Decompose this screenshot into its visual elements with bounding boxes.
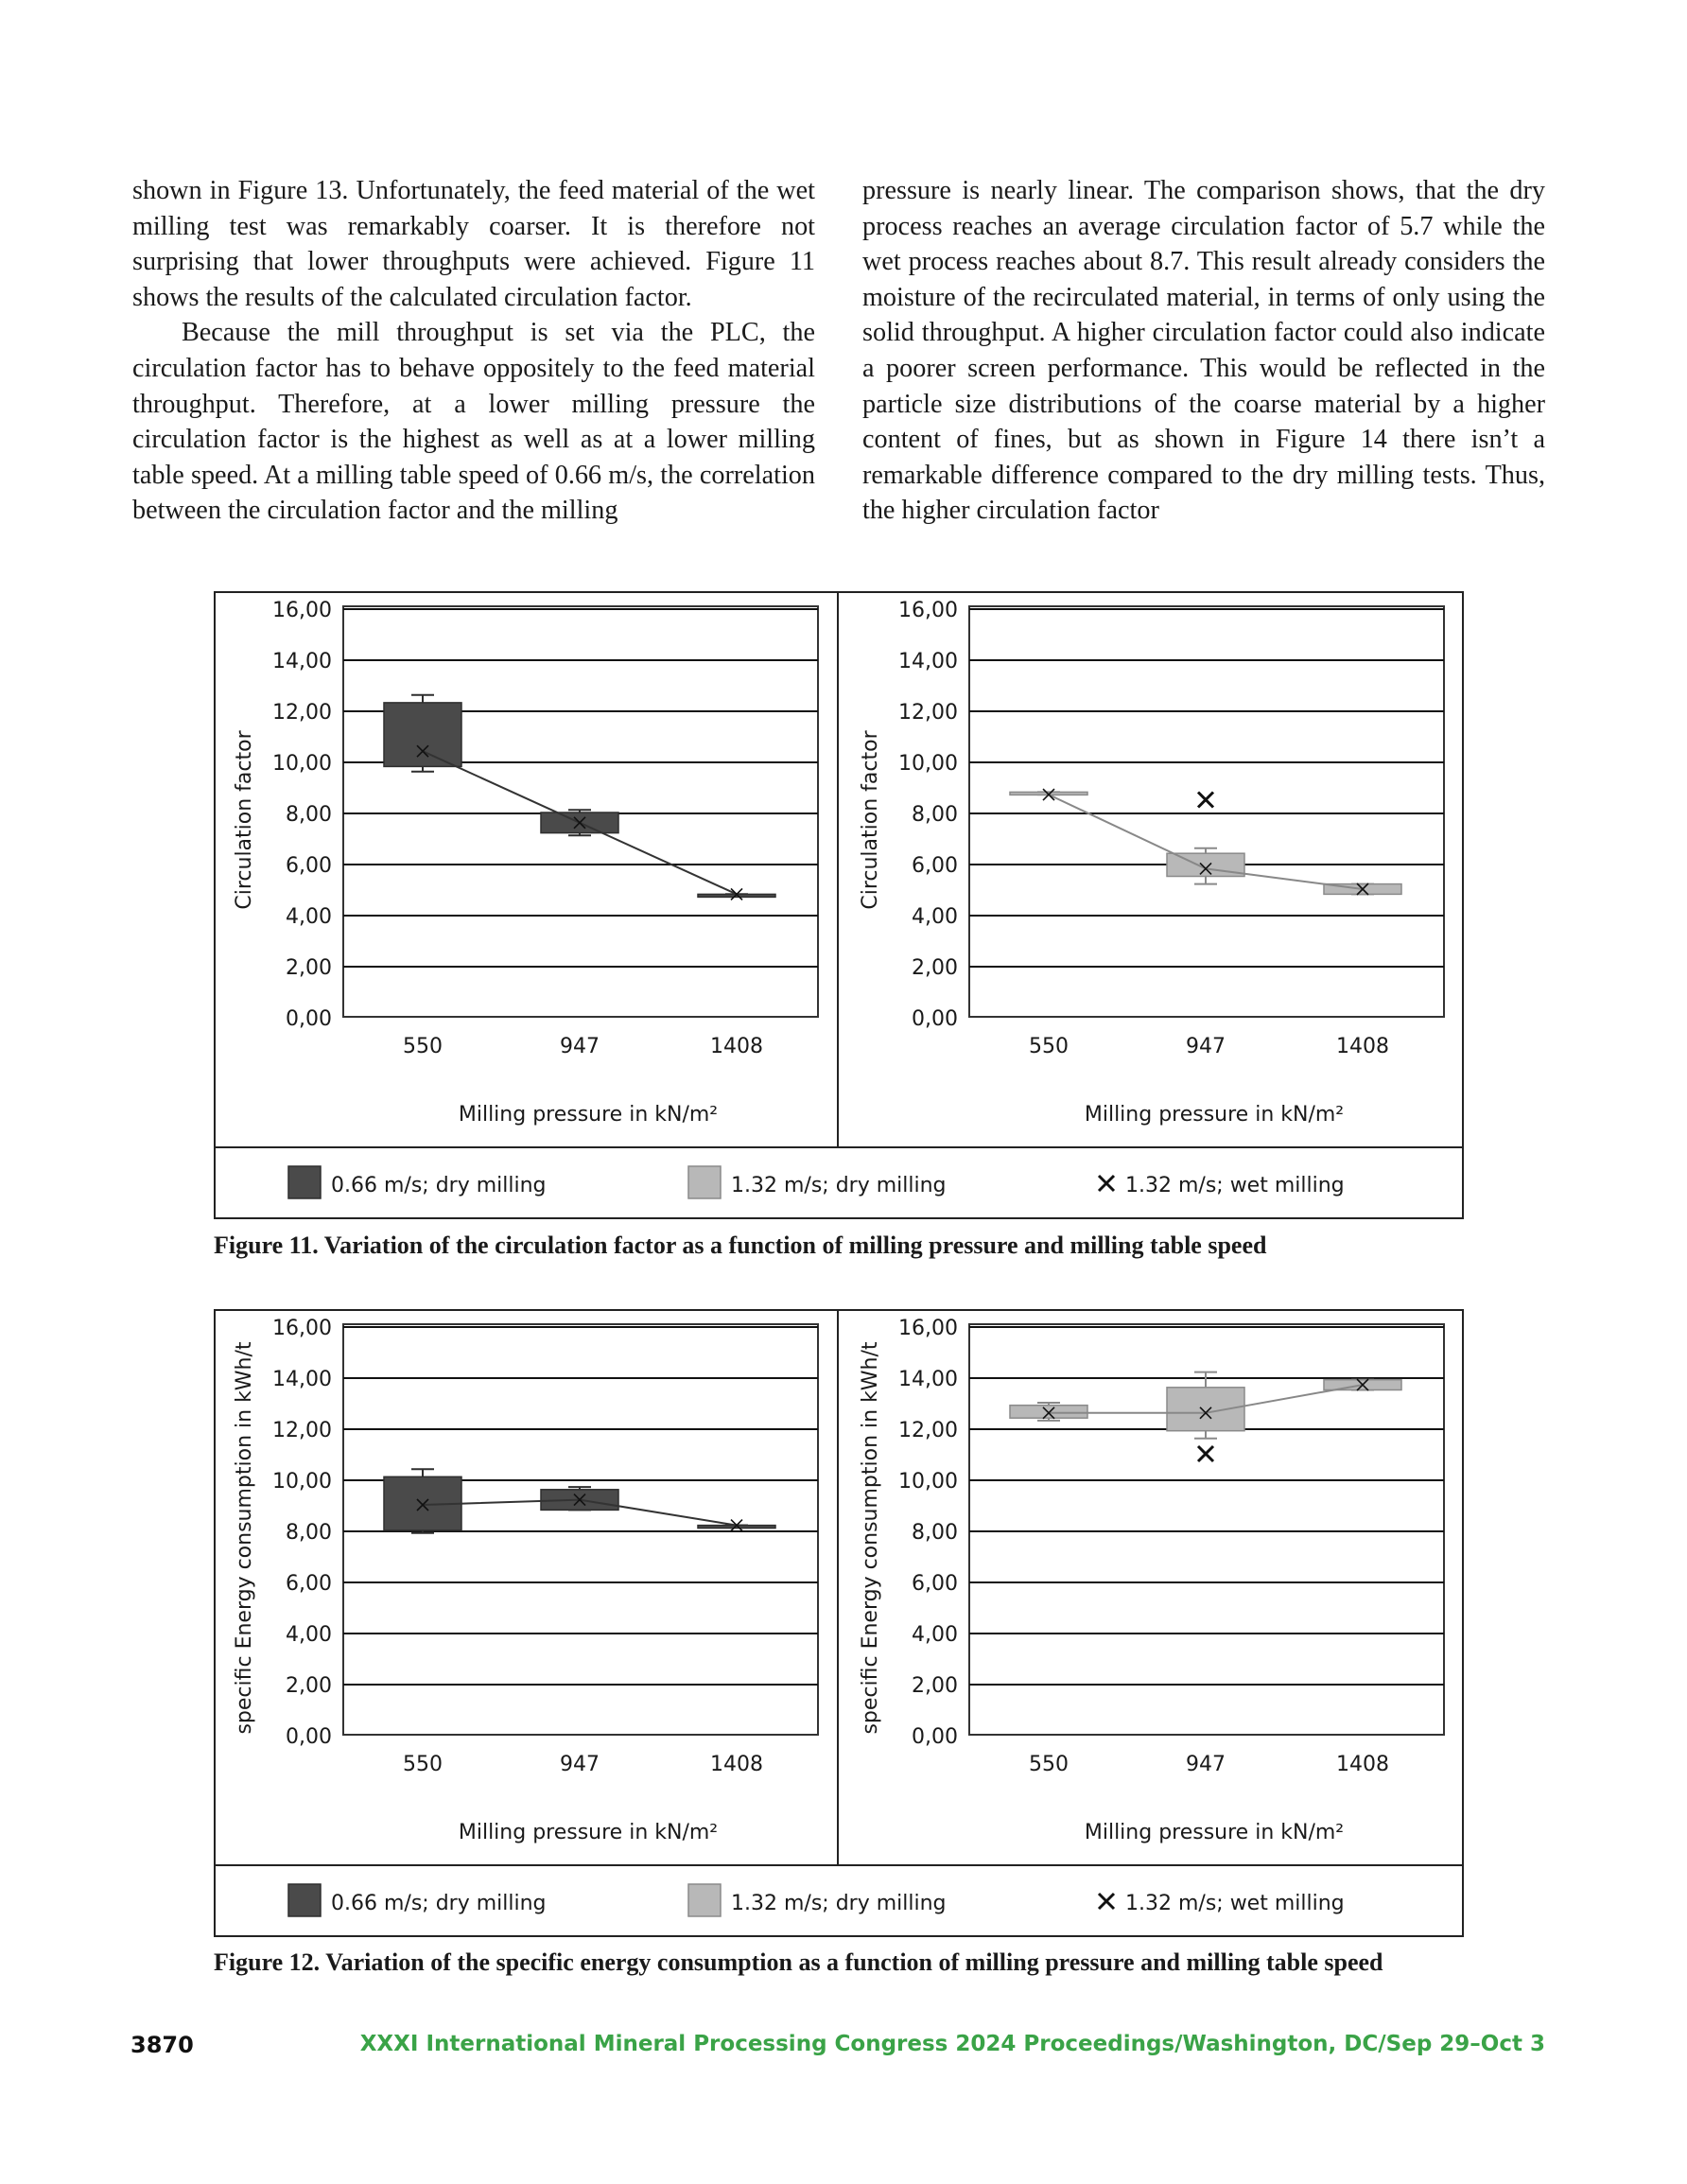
y-tick-label: 16,00: [898, 1317, 958, 1340]
y-tick-label: 14,00: [898, 1368, 958, 1391]
x-axis-label: Milling pressure in kN/m²: [1084, 1103, 1345, 1127]
y-tick-label: 0,00: [286, 1725, 332, 1749]
box: [384, 703, 461, 767]
y-tick-label: 16,00: [898, 599, 958, 622]
y-tick-label: 0,00: [912, 1725, 958, 1749]
legend: [288, 1166, 1345, 1198]
y-tick-label: 10,00: [898, 1470, 958, 1494]
x-tick-label: 947: [560, 1035, 600, 1058]
x-tick-label: 550: [1029, 1753, 1069, 1776]
x-tick-label: 947: [1186, 1035, 1226, 1058]
figure-11-chart: [214, 591, 1464, 1219]
y-tick-label: 8,00: [286, 803, 332, 827]
legend-swatch-dark: [288, 1166, 321, 1198]
y-tick-label: 12,00: [272, 1419, 332, 1442]
y-tick-label: 6,00: [286, 854, 332, 878]
figure-12-svg: [216, 1311, 1462, 1935]
y-tick-label: 4,00: [286, 1623, 332, 1647]
legend-label: 1.32 m/s; wet milling: [1125, 1174, 1345, 1197]
y-tick-label: 2,00: [912, 1674, 958, 1698]
x-tick-label: 550: [403, 1753, 443, 1776]
y-tick-label: 14,00: [898, 650, 958, 673]
y-tick-label: 14,00: [272, 1368, 332, 1391]
y-tick-label: 2,00: [286, 1674, 332, 1698]
y-tick-label: 4,00: [286, 905, 332, 929]
y-tick-label: 4,00: [912, 905, 958, 929]
y-tick-label: 6,00: [912, 1572, 958, 1596]
x-tick-label: 1408: [710, 1753, 763, 1776]
y-tick-label: 10,00: [898, 752, 958, 776]
x-tick-label: 947: [560, 1753, 600, 1776]
y-axis-label: Circulation factor: [859, 730, 882, 910]
figure-11-svg: [216, 593, 1462, 1217]
y-tick-label: 16,00: [272, 1317, 332, 1340]
legend-marker-x: [1099, 1176, 1114, 1191]
footer-title: XXXI International Mineral Processing Congress 2024 Proceedings/Washington, DC/Sep 29–Oct 3: [359, 2032, 1545, 2056]
paragraph: Because the mill throughput is set via the PLC, the circulation factor has to behave oppositely to the feed material throughput. Therefore, at a lower milling pressure the circulation factor is the highest as well as at a lower milling table speed. At a milling table speed of 0.66 m/s, the correlation between the circulation factor and the milling: [132, 318, 815, 526]
plot-area: [969, 606, 1444, 1017]
x-tick-label: 1408: [1336, 1753, 1389, 1776]
paragraph: pressure is nearly linear. The comparison shows, that the dry process reaches an average circulation factor of 5.7 while the wet process reaches about 8.7. This result already considers the moisture of the recirculated material, in terms of only using the solid throughput. A higher circulation factor could also indicate a poorer screen performance. This would be reflected in the particle size distributions of the coarse material by a higher content of fines, but as shown in Figure 14 there isn’t a remarkable difference compared to the dry milling tests. Thus, the higher circulation factor: [862, 176, 1545, 526]
x-tick-label: 1408: [1336, 1035, 1389, 1058]
y-axis-label: specific Energy consumption in kWh/t: [233, 1341, 256, 1735]
y-axis-label: Circulation factor: [233, 730, 256, 910]
x-axis-label: Milling pressure in kN/m²: [458, 1103, 719, 1127]
x-tick-label: 550: [403, 1035, 443, 1058]
y-tick-label: 16,00: [272, 599, 332, 622]
y-tick-label: 2,00: [286, 956, 332, 980]
y-tick-label: 8,00: [912, 1521, 958, 1545]
legend-swatch-light: [688, 1166, 721, 1198]
x-axis-label: Milling pressure in kN/m²: [458, 1821, 719, 1844]
chart-panel-2: [859, 599, 1444, 1127]
x-tick-label: 1408: [710, 1035, 763, 1058]
legend-label: 1.32 m/s; dry milling: [731, 1174, 947, 1197]
y-tick-label: 6,00: [286, 1572, 332, 1596]
legend-label: 0.66 m/s; dry milling: [331, 1892, 547, 1915]
y-tick-label: 12,00: [898, 1419, 958, 1442]
chart-panel-2: [859, 1317, 1444, 1844]
legend-label: 1.32 m/s; wet milling: [1125, 1892, 1345, 1915]
figure-12-caption: Figure 12. Variation of the specific energy consumption as a function of milling pressure and milling table speed: [214, 1948, 1383, 1976]
y-tick-label: 10,00: [272, 1470, 332, 1494]
y-tick-label: 8,00: [912, 803, 958, 827]
figure-11-caption: Figure 11. Variation of the circulation factor as a function of milling pressure and milling table speed: [214, 1232, 1267, 1259]
y-axis-label: specific Energy consumption in kWh/t: [859, 1341, 882, 1735]
legend-label: 1.32 m/s; dry milling: [731, 1892, 947, 1915]
y-tick-label: 8,00: [286, 1521, 332, 1545]
x-tick-label: 947: [1186, 1753, 1226, 1776]
y-tick-label: 12,00: [898, 701, 958, 725]
paragraph: shown in Figure 13. Unfortunately, the feed material of the wet milling test was remarkably coarser. It is therefore not surprising that lower throughputs were achieved. Figure 11 shows the results of the calculated circulation factor.: [132, 176, 815, 312]
y-tick-label: 4,00: [912, 1623, 958, 1647]
y-tick-label: 6,00: [912, 854, 958, 878]
box: [1167, 1388, 1244, 1431]
legend-marker-x: [1099, 1894, 1114, 1909]
legend-swatch-dark: [288, 1884, 321, 1916]
y-tick-label: 0,00: [912, 1007, 958, 1031]
y-tick-label: 14,00: [272, 650, 332, 673]
x-axis-label: Milling pressure in kN/m²: [1084, 1821, 1345, 1844]
right-text-column: [862, 173, 1545, 529]
y-tick-label: 10,00: [272, 752, 332, 776]
legend-label: 0.66 m/s; dry milling: [331, 1174, 547, 1197]
chart-panel-1: [233, 599, 818, 1127]
legend-swatch-light: [688, 1884, 721, 1916]
page-number: 3870: [130, 2032, 194, 2058]
legend: [288, 1884, 1345, 1916]
y-tick-label: 2,00: [912, 956, 958, 980]
left-text-column: [132, 173, 815, 529]
x-tick-label: 550: [1029, 1035, 1069, 1058]
box: [1010, 1406, 1087, 1419]
chart-panel-1: [233, 1317, 818, 1844]
y-tick-label: 12,00: [272, 701, 332, 725]
figure-12-chart: [214, 1309, 1464, 1937]
y-tick-label: 0,00: [286, 1007, 332, 1031]
